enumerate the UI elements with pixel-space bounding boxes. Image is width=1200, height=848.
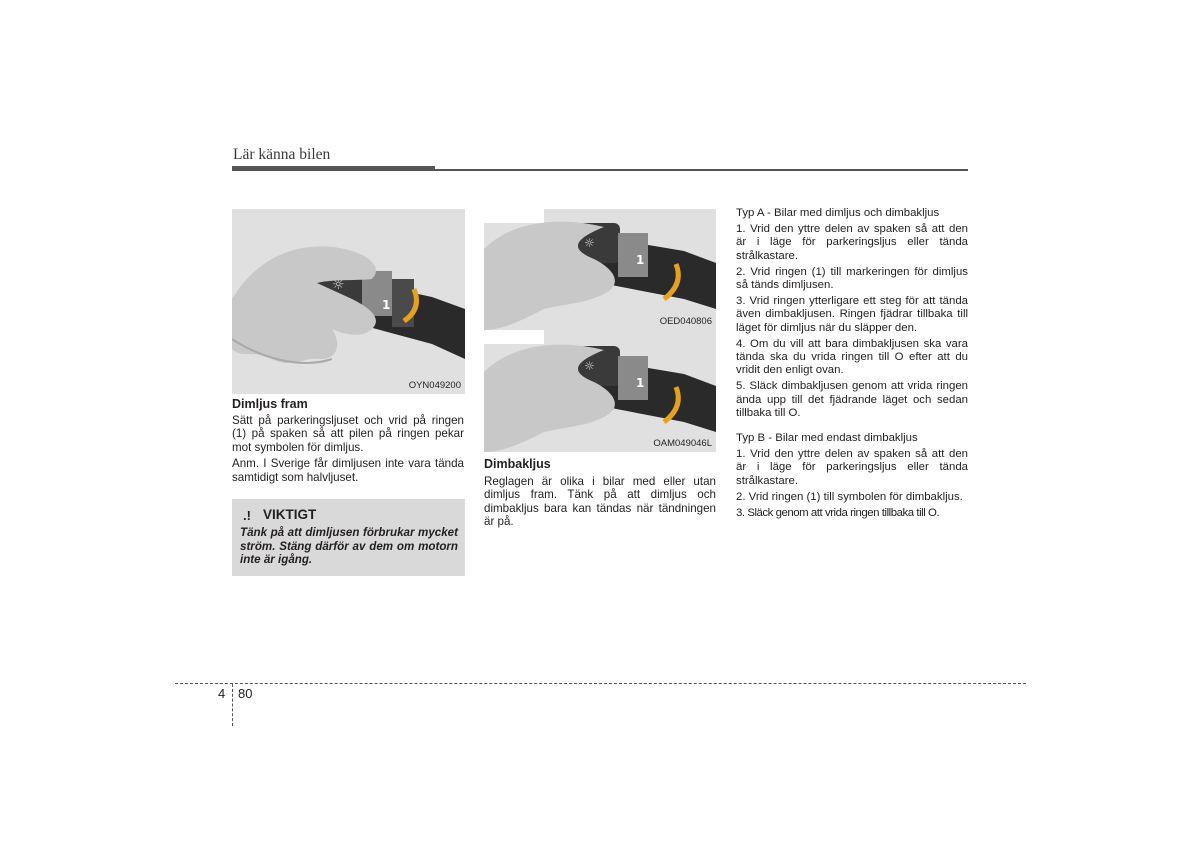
list-item: 3. Släck genom att vrida ringen tillbaka till O. (736, 507, 940, 520)
section-heading-fog-rear: Dimbakljus (484, 457, 551, 471)
photo-code: OYN049200 (408, 380, 461, 391)
list-item: 1. Vrid den yttre delen av spaken så att den är i läge för parkeringsljus eller tända strålkastare. (736, 223, 968, 262)
stalk-type-a-icon (484, 209, 716, 330)
paragraph: Reglagen är olika i bilar med eller utan dimljus fram. Tänk på att dimljus och dimbakljus bara kan tändas när tändningen är på. (484, 475, 716, 529)
svg-text:☼: ☼ (332, 277, 345, 293)
footer-divider (232, 684, 233, 726)
svg-text:1: 1 (636, 376, 645, 390)
photo-fog-light-switch (232, 209, 465, 394)
paragraph: Anm. I Sverige får dimljusen inte vara tända samtidigt som halvljuset. (232, 457, 464, 484)
page-number: 80 (238, 686, 253, 701)
type-a-title: Typ A - Bilar med dimljus och dimbakljus (736, 207, 940, 219)
stalk-type-b-icon (484, 330, 716, 452)
paragraph-fog-rear (484, 475, 716, 529)
warning-text: Tänk på att dimljusen förbrukar mycket ström. Stäng därför av dem om motorn inte är igång. (240, 526, 458, 567)
list-item: 5. Släck dimbakljusen genom att vrida ringen ända upp till det fjädrande läget och sedan tillbaka till O. (736, 380, 968, 419)
list-item: 2. Vrid ringen (1) till symbolen för dimbakljus. (736, 490, 963, 503)
photo-code: OED040806 (659, 316, 712, 327)
header-rule-thin (435, 169, 968, 171)
svg-text:☼: ☼ (584, 236, 595, 250)
svg-text:1: 1 (382, 298, 391, 312)
list-item: 1. Vrid den yttre delen av spaken så att den är i läge för parkeringsljus eller tända strålkastare. (736, 448, 968, 487)
section-number: 4 (218, 686, 226, 701)
paragraph-fog-front (232, 414, 464, 484)
photo-code: OAM049046L (653, 438, 712, 449)
stalk-illustration-icon (232, 209, 465, 394)
section-heading-fog-front: Dimljus fram (232, 397, 308, 411)
photo-type-a (484, 209, 716, 330)
instructions-column (736, 207, 968, 520)
warning-icon: .! (243, 508, 251, 523)
type-b-title: Typ B - Bilar med endast dimbakljus (736, 432, 918, 445)
list-item: 4. Om du vill att bara dimbakljusen ska vara tända ska du vrida ringen till O efter att du vridit den enligt ovan. (736, 337, 968, 377)
list-item: 3. Vrid ringen ytterligare ett steg för att tända även dimbakljusen. Ringen fjädrar tillbaka till läget för dimljus när du släpper den. (736, 295, 968, 334)
photo-type-b (484, 330, 716, 452)
svg-text:1: 1 (636, 253, 645, 267)
page-header-title: Lär känna bilen (233, 146, 331, 163)
paragraph: Sätt på parkeringsljuset och vrid på ringen (1) på spaken så att pilen på ringen pekar mot symbolen för dimljus. (232, 414, 464, 454)
list-item: 2. Vrid ringen (1) till markeringen för dimljus så tänds dimljusen. (736, 265, 968, 292)
svg-text:☼: ☼ (584, 359, 595, 373)
warning-title: VIKTIGT (263, 507, 317, 522)
header-rule-thick (232, 166, 435, 171)
footer-rule (175, 683, 1026, 684)
